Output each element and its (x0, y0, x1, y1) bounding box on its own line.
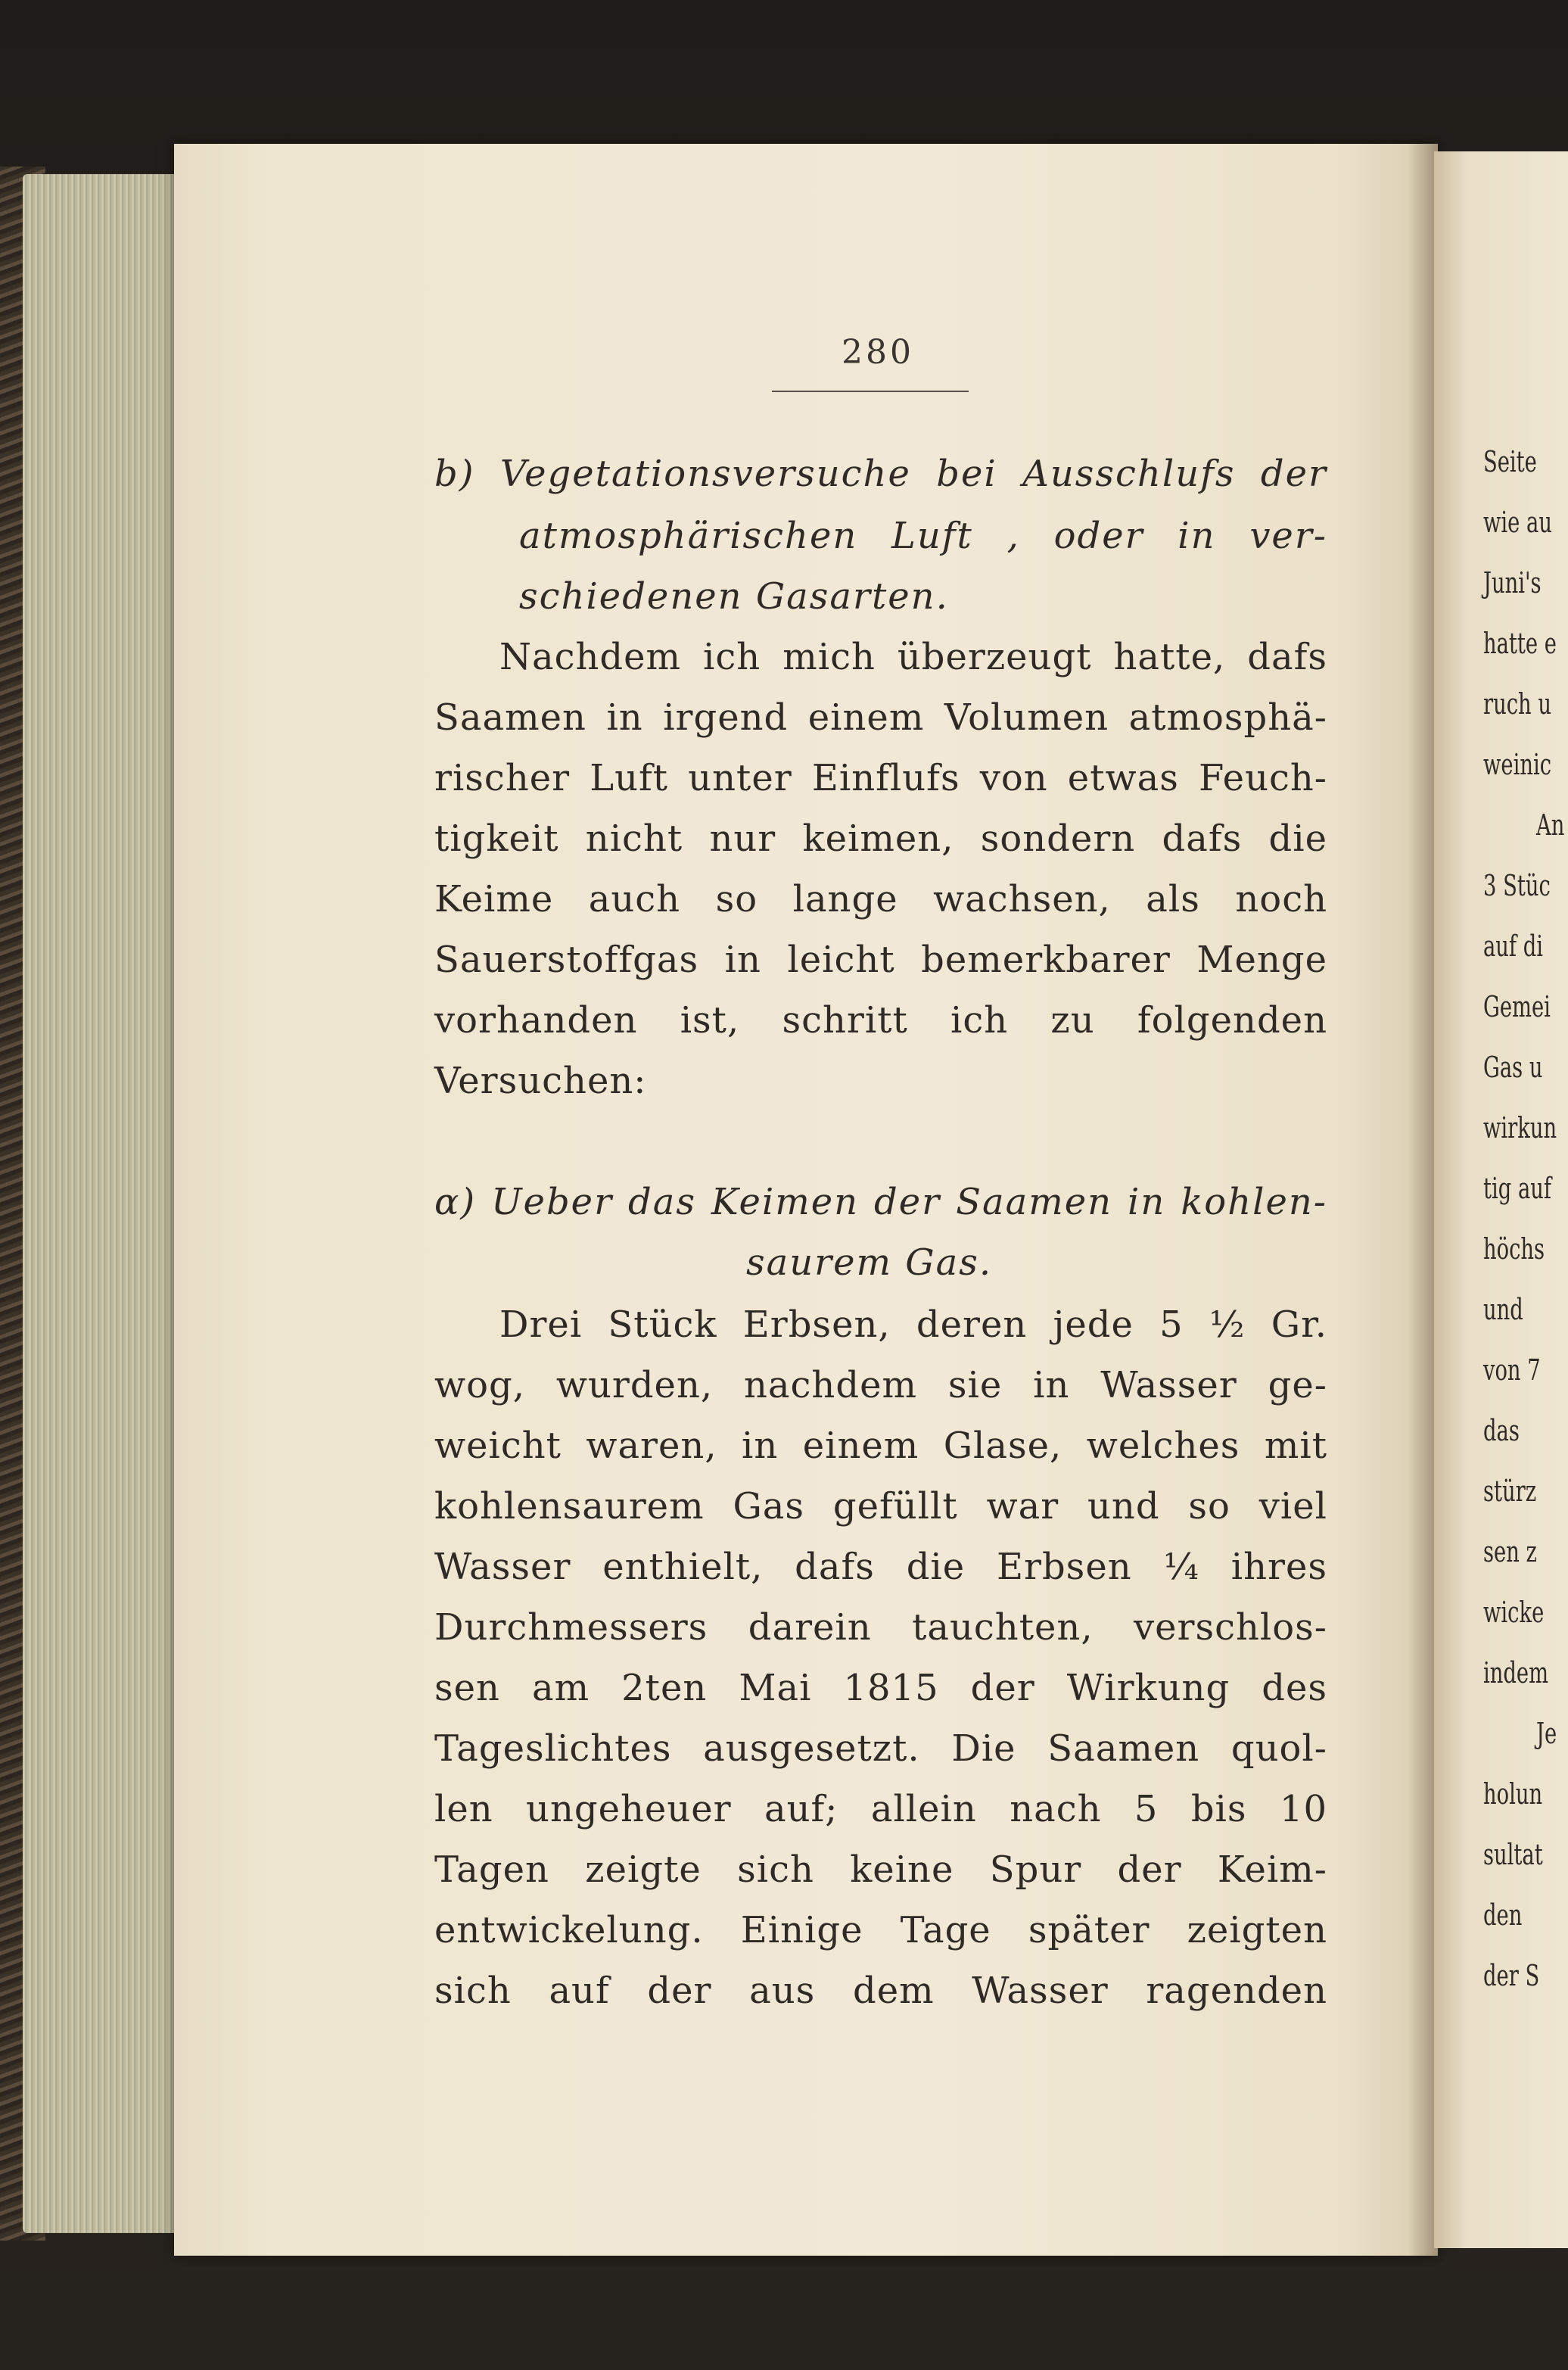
paragraph-line: entwickelung. Einige Tage später zeigten (434, 1909, 1327, 1951)
right-page-fragment: tig auf (1483, 1172, 1552, 1205)
right-page-fragment: indem (1483, 1656, 1549, 1690)
paragraph-line: tigkeit nicht nur keimen, sondern dafs die (434, 818, 1327, 860)
right-page-fragment: von 7 (1483, 1353, 1541, 1387)
right-page-fragment: wicke (1483, 1596, 1545, 1629)
paragraph-line: Versuchen: (434, 1060, 647, 1102)
right-page-fragment: der S (1483, 1959, 1540, 1992)
header-rule (772, 391, 969, 392)
right-page-fragment: holun (1483, 1777, 1543, 1811)
section-heading-line: atmosphärischen Luft , oder in ver- (519, 515, 1327, 557)
subheading-line: α) Ueber das Keimen der Saamen in kohlen- (434, 1181, 1327, 1223)
right-page-fragment: wie au (1483, 506, 1553, 539)
right-page-fragment: wirkun (1483, 1111, 1557, 1145)
right-page-fragment: 3 Stüc (1483, 869, 1551, 902)
paragraph-line: Drei Stück Erbsen, deren jede 5 ½ Gr. (499, 1303, 1327, 1346)
right-page-fragment: das (1483, 1414, 1520, 1447)
right-page-fragment: Gas u (1483, 1051, 1543, 1084)
right-page-fragment: stürz (1483, 1475, 1537, 1508)
right-page-fragment: höchs (1483, 1232, 1545, 1266)
paragraph-line: Keime auch so lange wachsen, als noch (434, 878, 1327, 920)
paragraph-line: rischer Luft unter Einflufs von etwas Feuch- (434, 757, 1327, 799)
right-page-fragment: sultat (1483, 1838, 1543, 1871)
book-gutter (1408, 144, 1438, 2256)
right-page-fragment: Gemei (1483, 990, 1551, 1023)
paragraph-line: Nachdem ich mich überzeugt hatte, dafs (499, 636, 1327, 678)
paragraph-line: Tagen zeigte sich keine Spur der Keim- (434, 1848, 1327, 1891)
right-page-fragment: den (1483, 1898, 1523, 1932)
paragraph-line: wog, wurden, nachdem sie in Wasser ge- (434, 1364, 1327, 1406)
right-page-fragment: ruch u (1483, 687, 1551, 721)
right-page-fragment: Seite (1483, 445, 1537, 478)
right-page-fragment: hatte e (1483, 627, 1557, 660)
page-block-edge (23, 174, 197, 2233)
paragraph-line: sen am 2ten Mai 1815 der Wirkung des (434, 1667, 1327, 1709)
paragraph-line: kohlensaurem Gas gefüllt war und so viel (434, 1485, 1327, 1528)
right-page-fragment: sen z (1483, 1535, 1537, 1568)
right-page-fragment: Je (1536, 1717, 1557, 1750)
paragraph-line: Wasser enthielt, dafs die Erbsen ¼ ihres (434, 1546, 1327, 1588)
subheading-line: saurem Gas. (746, 1241, 993, 1284)
paragraph-line: len ungeheuer auf; allein nach 5 bis 10 (434, 1788, 1327, 1830)
paragraph-line: Sauerstoffgas in leicht bemerkbarer Menge (434, 939, 1327, 981)
section-heading-line: b) Vegetationsversuche bei Ausschlufs der (434, 453, 1327, 495)
paragraph-line: vorhanden ist, schritt ich zu folgenden (434, 999, 1327, 1042)
paragraph-line: Tageslichtes ausgesetzt. Die Saamen quol- (434, 1727, 1327, 1770)
right-page-fragment: An (1536, 808, 1565, 842)
paragraph-line: weicht waren, in einem Glase, welches mit (434, 1425, 1327, 1467)
right-page-fragment: und (1483, 1293, 1523, 1326)
paragraph-line: sich auf der aus dem Wasser ragenden (434, 1970, 1327, 2012)
section-heading-line: schiedenen Gasarten. (519, 575, 949, 618)
page-number: 280 (842, 333, 914, 372)
right-page-fragment: weinic (1483, 748, 1552, 781)
right-page-fragment: auf di (1483, 930, 1544, 963)
paragraph-line: Saamen in irgend einem Volumen atmosphä- (434, 696, 1327, 739)
right-page-fragment: Juni's (1483, 566, 1542, 600)
paragraph-line: Durchmessers darein tauchten, verschlos- (434, 1606, 1327, 1649)
